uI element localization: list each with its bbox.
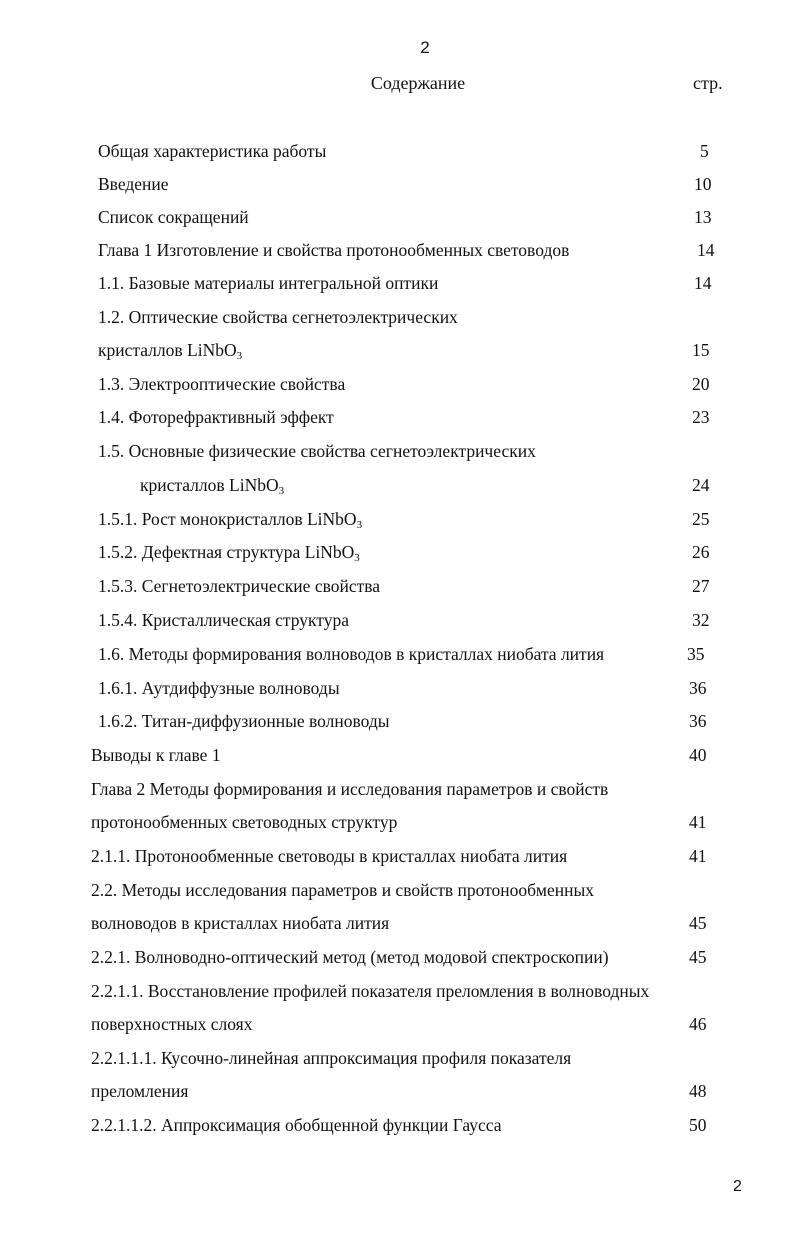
toc-entry [98, 643, 604, 665]
toc-entry-text: 1.5.2. Дефектная структура LiNbO [98, 542, 355, 562]
toc-entry [91, 744, 221, 766]
toc-entry [91, 879, 594, 901]
toc-entry-text: поверхностных слоях [91, 1014, 253, 1034]
toc-entry-text: 1.5.1. Рост монокристаллов LiNbO [98, 509, 357, 529]
toc-entry-text: 1.4. Фоторефрактивный эффект [98, 407, 334, 427]
toc-entry [91, 1114, 502, 1136]
toc-entry [91, 811, 397, 833]
toc-entry-text: кристаллов LiNbO [98, 340, 237, 360]
toc-entry [98, 508, 362, 530]
toc-page-number: 14 [697, 240, 715, 260]
toc-entry [98, 206, 249, 228]
toc-entry-text: Общая характеристика работы [98, 141, 327, 161]
toc-entry [98, 710, 390, 732]
toc-entry [140, 474, 284, 496]
toc-page-number: 46 [689, 1014, 707, 1034]
toc-entry-text: Глава 2 Методы формирования и исследования параметров и свойств [91, 779, 609, 799]
toc-entry-subscript: 3 [236, 350, 243, 362]
toc-page-number: 15 [692, 340, 710, 360]
toc-page-number: 45 [689, 913, 707, 933]
page-column-label: стр. [693, 73, 723, 93]
toc-page-number: 24 [692, 475, 710, 495]
toc-entry [91, 946, 609, 968]
toc-page-number: 35 [687, 644, 705, 664]
toc-entry-text: волноводов в кристаллах ниобата лития [91, 913, 390, 933]
toc-entry-text: 2.2. Методы исследования параметров и свойств протонообменных [91, 880, 594, 900]
toc-entry [98, 173, 169, 195]
toc-page-number: 27 [692, 576, 710, 596]
toc-entry [98, 373, 345, 395]
toc-page-number: 36 [689, 711, 707, 731]
toc-entry [98, 239, 569, 261]
toc-page-number: 5 [700, 141, 709, 161]
toc-entry-text: 1.6.1. Аутдиффузные волноводы [98, 678, 340, 698]
toc-entry-text: 2.2.1. Волноводно-оптический метод (метод модовой спектроскопии) [91, 947, 609, 967]
toc-page-number: 10 [694, 174, 712, 194]
toc-entry [91, 1080, 188, 1102]
toc-entry-text: Выводы к главе 1 [91, 745, 221, 765]
toc-entry [98, 440, 536, 462]
toc-page-number: 36 [689, 678, 707, 698]
toc-entry-text: 1.2. Оптические свойства сегнетоэлектрических [98, 307, 458, 327]
toc-entry-text: 2.2.1.1.1. Кусочно-линейная аппроксимация профиля показателя [91, 1048, 572, 1068]
toc-entry-text: Введение [98, 174, 169, 194]
toc-page-number: 40 [689, 745, 707, 765]
page-number-top: 2 [420, 38, 430, 57]
toc-entry [91, 1047, 571, 1069]
toc-entry-text: 1.6.2. Титан-диффузионные волноводы [98, 711, 390, 731]
toc-title: Содержание [370, 73, 466, 93]
toc-entry-text: протонообменных световодных структур [91, 812, 398, 832]
toc-entry-text: 1.3. Электрооптические свойства [98, 374, 346, 394]
toc-entry-text: 2.2.1.1. Восстановление профилей показателя преломления в волноводных [91, 981, 650, 1001]
toc-page-number: 26 [692, 542, 710, 562]
toc-page-number: 23 [692, 407, 710, 427]
toc-entry-text: кристаллов LiNbO [140, 475, 279, 495]
toc-entry-text: 2.2.1.1.2. Аппроксимация обобщенной функции Гаусса [91, 1115, 502, 1135]
toc-entry-text: 1.5.4. Кристаллическая структура [98, 610, 349, 630]
toc-entry [91, 778, 608, 800]
toc-page-number: 41 [689, 846, 707, 866]
toc-entry [98, 677, 340, 699]
toc-entry [98, 575, 380, 597]
toc-entry-text: преломления [91, 1081, 189, 1101]
toc-entry-text: 1.1. Базовые материалы интегральной оптики [98, 273, 439, 293]
toc-page-number: 13 [694, 207, 712, 227]
toc-entry-text: 2.1.1. Протонообменные световоды в кристаллах ниобата лития [91, 846, 568, 866]
toc-page-number: 14 [694, 273, 712, 293]
toc-entry [91, 912, 389, 934]
toc-page-number: 50 [689, 1115, 707, 1135]
toc-entry-text: 1.5.3. Сегнетоэлектрические свойства [98, 576, 381, 596]
toc-entry [98, 272, 438, 294]
toc-entry-text: Список сокращений [98, 207, 249, 227]
toc-entry-subscript: 3 [354, 552, 360, 564]
toc-entry-text: Глава 1 Изготовление и свойства протонообменных световодов [98, 240, 570, 260]
toc-page-number: 32 [692, 610, 710, 630]
toc-page-number: 45 [689, 947, 707, 967]
toc-entry [98, 339, 242, 361]
toc-entry-subscript: 3 [278, 485, 285, 497]
toc-entry [98, 609, 349, 631]
toc-page-number: 48 [689, 1081, 707, 1101]
toc-entry [91, 845, 567, 867]
toc-page-number: 41 [689, 812, 707, 832]
page-number-bottom: 2 [733, 1178, 742, 1195]
toc-entry-subscript: 3 [356, 519, 363, 531]
toc-entry [98, 541, 360, 563]
toc-entry [91, 980, 649, 1002]
toc-entry [91, 1013, 252, 1035]
toc-entry-text: 1.6. Методы формирования волноводов в кристаллах ниобата лития [98, 644, 605, 664]
toc-page-number: 20 [692, 374, 710, 394]
toc-entry [98, 406, 334, 428]
toc-page-number: 25 [692, 509, 710, 529]
toc-entry-text: 1.5. Основные физические свойства сегнетоэлектрических [98, 441, 536, 461]
toc-entry [98, 140, 326, 162]
toc-entry [98, 306, 458, 328]
